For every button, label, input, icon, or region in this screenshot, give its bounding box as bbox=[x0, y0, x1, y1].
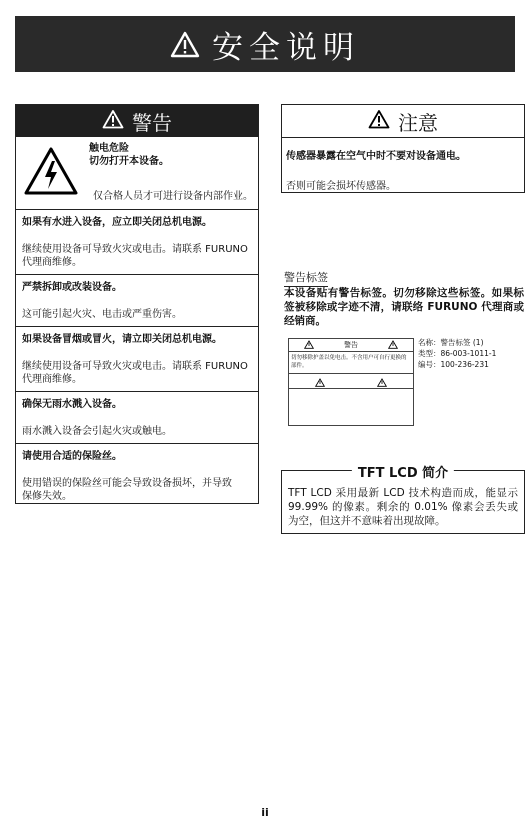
sticker-type: 类型：86-003-1011-1 bbox=[418, 349, 497, 358]
caution-box bbox=[281, 104, 525, 193]
label-section-body: 本设备贴有警告标签。切勿移除这些标签。如果标签被移除或字迹不清，请联络 FURUNO 代理商或经销商。 bbox=[284, 287, 524, 327]
caution-note: 否则可能会损坏传感器。 bbox=[286, 181, 396, 192]
warning-item bbox=[16, 398, 258, 444]
tft-lcd-box bbox=[281, 466, 525, 534]
tft-body: TFT LCD 采用最新 LCD 技术构造而成，能显示 99.99% 的像素。剩余的 0.01% 像素会丢失或为空，但这并不意味着出现故障。 bbox=[288, 487, 518, 527]
sticker-text: 切勿移除护盖以免电击。不含用户可自行更换的部件。 bbox=[289, 352, 413, 374]
sticker-triangle-icon bbox=[304, 340, 314, 351]
warning-item-body: 雨水溅入设备会引起火灾或触电。 bbox=[22, 426, 172, 437]
sticker-triangle-icon bbox=[388, 340, 398, 351]
warning-item-body: 继续使用设备可导致火灾或电击。请联系 FURUNO bbox=[22, 361, 248, 372]
tft-title: TFT LCD 简介 bbox=[352, 462, 454, 481]
sticker-info bbox=[418, 337, 496, 370]
warning-item-body: 继续使用设备可导致火灾或电击。请联系 FURUNO bbox=[22, 244, 248, 255]
warning-item-body: 代理商维修。 bbox=[22, 374, 82, 385]
caution-title: 注意 bbox=[398, 110, 438, 135]
warning-item-body: 这可能引起火灾、电击或严重伤害。 bbox=[22, 309, 182, 320]
warning-header bbox=[16, 105, 258, 137]
warning-sticker bbox=[288, 338, 414, 426]
warning-item-body: 使用错误的保险丝可能会导致设备损坏，并导致 bbox=[22, 478, 232, 489]
warning-item-body: 代理商维修。 bbox=[22, 257, 82, 268]
warning-item bbox=[16, 281, 258, 327]
warning-item bbox=[16, 216, 258, 275]
warning-item bbox=[16, 450, 258, 503]
warning-item-head: 如果有水进入设备，应立即关闭总机电源。 bbox=[22, 217, 212, 228]
sticker-name: 名称：警告标签 (1) bbox=[418, 338, 484, 347]
label-section-title: 警告标签 bbox=[284, 269, 328, 287]
page-number: ii bbox=[261, 806, 269, 819]
shock-hazard-section bbox=[16, 137, 258, 210]
title-banner bbox=[15, 16, 515, 72]
warning-item-head: 严禁拆卸或改装设备。 bbox=[22, 282, 122, 293]
shock-note: 仅合格人员才可进行设备内部作业。 bbox=[93, 191, 253, 202]
warning-item bbox=[16, 333, 258, 392]
warning-triangle-icon bbox=[170, 31, 200, 58]
caution-line: 传感器暴露在空气中时不要对设备通电。 bbox=[286, 151, 466, 162]
warning-title: 警告 bbox=[132, 110, 172, 135]
warning-item-body: 保修失效。 bbox=[22, 491, 72, 502]
sticker-triangle-icon bbox=[315, 372, 325, 391]
sticker-triangle-icon bbox=[377, 372, 387, 391]
sticker-code: 编号：100-236-231 bbox=[418, 360, 489, 369]
warning-item-head: 确保无雨水溅入设备。 bbox=[22, 399, 122, 410]
warning-item-head: 如果设备冒烟或冒火，请立即关闭总机电源。 bbox=[22, 334, 222, 345]
caution-triangle-icon bbox=[368, 109, 390, 134]
warning-item-head: 请使用合适的保险丝。 bbox=[22, 451, 122, 462]
shock-title: 触电危险 bbox=[89, 143, 129, 154]
warning-box bbox=[15, 104, 259, 504]
page-title: 安全说明 bbox=[212, 29, 360, 66]
electric-shock-icon bbox=[24, 147, 78, 199]
sticker-header: 警告 bbox=[344, 341, 358, 349]
warning-triangle-icon bbox=[102, 109, 124, 134]
caution-header bbox=[282, 105, 524, 138]
shock-subtitle: 切勿打开本设备。 bbox=[89, 156, 169, 167]
